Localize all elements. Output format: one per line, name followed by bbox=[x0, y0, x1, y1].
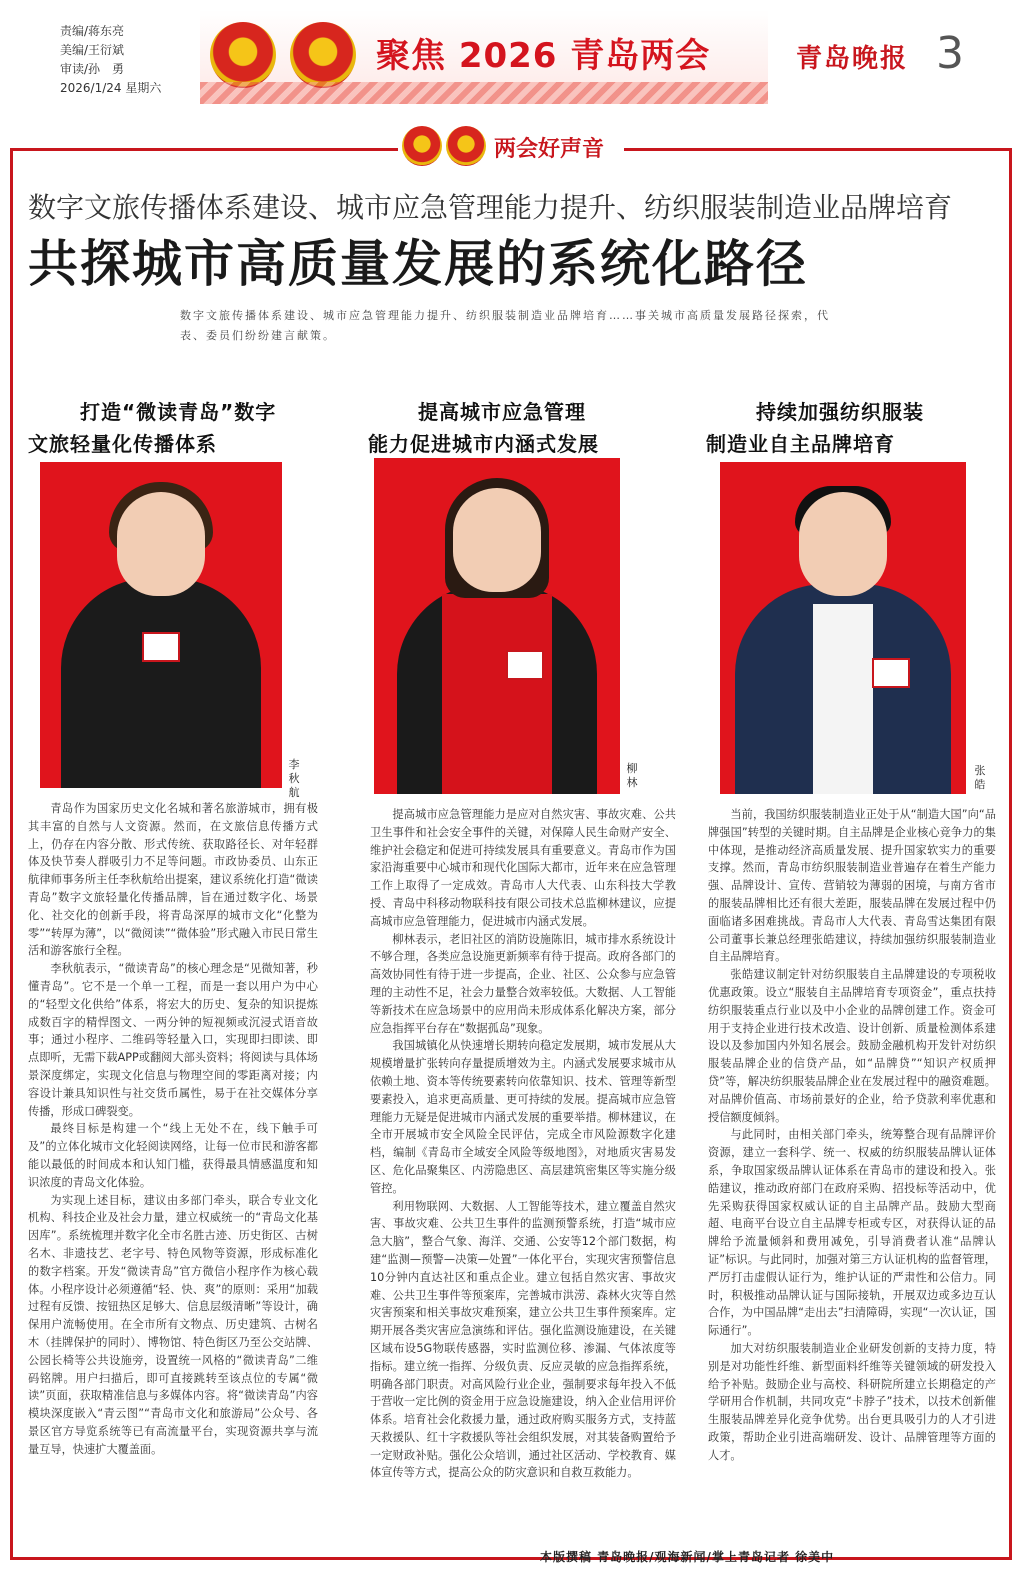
paragraph: 我国城镇化从快速增长期转向稳定发展期，城市发展从大规模增量扩张转向存量提质增效为主。内涵式发展要求城市从依赖土地、资本等传统要素转向依靠知识、技术、管理等新型要素投入，追求更高质量、更可持续的发展。提高城市应急管理能力无疑是促进城市内涵式发展的重要举措。柳林建议，在全市开展城市安全风险全民评估，完成全市风险源数字化建档，编制《青岛市全域安全风险等级地图》，对地质灾害易发区、危化品聚集区、内涝隐患区、高层建筑密集区等实施分级管控。 bbox=[370, 1039, 676, 1195]
cppcc-emblem-icon bbox=[290, 22, 356, 88]
portrait-face bbox=[799, 492, 887, 596]
newspaper-logo: 青岛晚报 bbox=[796, 44, 909, 74]
photo-caption-1: 李秋航 bbox=[288, 758, 300, 799]
photo-caption-3: 张皓 bbox=[974, 764, 986, 791]
section-banner bbox=[200, 10, 768, 104]
paragraph: 当前，我国纺织服装制造业正处于从“制造大国”向“品牌强国”转型的关键时期。自主品牌是企业核心竞争力的集中体现，是推动经济高质量发展、提升国家软实力的重要支撑。然而，青岛市纺织服装制造业普遍存在着生产能力强、品牌设计、宣传、营销较为薄弱的困境，与南方省市的服装品牌相比还有很大差距，服装品牌在发展过程中仍面临诸多困难挑战。青岛市人大代表、青岛雪达集团有限公司董事长兼总经理张皓建议，持续加强纺织服装制造业自主品牌培育。 bbox=[708, 808, 996, 964]
paragraph: 最终目标是构建一个“线上无处不在，线下触手可及”的立体化城市文化轻阅读网络，让每一位市民和游客都能以最低的时间成本和认知门槛，获得最具情感温度和知识浓度的青岛文化体验。 bbox=[28, 1122, 318, 1189]
portrait-shirt bbox=[442, 594, 552, 794]
column-1-title: 打造“微读青岛”数字 文旅轻量化传播体系 bbox=[28, 400, 277, 456]
badge-label: 两会好声音 bbox=[494, 136, 605, 162]
article-headline: 共探城市高质量发展的系统化路径 bbox=[28, 235, 808, 293]
paragraph: 青岛作为国家历史文化名城和著名旅游城市，拥有极其丰富的自然与人文资源。然而，在文旅信息传播方式上，仍存在内容分散、形式传统、获取路径长、对年轻群体及快节奏人群吸引力不足等问题。市政协委员、山东正航律师事务所主任李秋航给出提案，建议系统化打造“微读青岛”数字文旅轻量化传播品牌，旨在通过数字化、场景化、社交化的创新手段，将青岛深厚的城市文化“化整为零”“转厚为薄”，以“微阅读”“微体验”形式融入市民日常生活和游客旅行全程。 bbox=[28, 802, 318, 958]
national-emblem-icon bbox=[402, 126, 442, 166]
photo-caption-2: 柳林 bbox=[626, 762, 638, 789]
section-badge bbox=[398, 120, 624, 176]
cppcc-emblem-icon bbox=[446, 126, 486, 166]
portrait-photo-3 bbox=[720, 462, 966, 794]
paragraph: 张皓建议制定针对纺织服装自主品牌建设的专项税收优惠政策。设立“服装自主品牌培育专项资金”，重点扶持纺织服装重点行业以及中小企业的品牌创建工作。资金可用于支持企业进行技术改造、设计创新、质量检测体系建设以及参加国内外知名展会。鼓励金融机构开发针对纺织服装品牌企业的信贷产品，如“品牌贷”“知识产权质押贷”等，解决纺织服装品牌企业在发展过程中的融资难题。对品牌价值高、市场前景好的企业，给予贷款利率优惠和授信额度倾斜。 bbox=[708, 968, 996, 1124]
banner-swirl-decoration bbox=[200, 82, 768, 104]
issue-date: 2026/1/24 星期六 bbox=[60, 81, 162, 95]
byline-footer: 本版撰稿 青岛晚报/观海新闻/掌上青岛记者 徐美中 bbox=[540, 1550, 835, 1564]
paragraph: 与此同时，由相关部门牵头，统筹整合现有品牌评价资源，建立一套科学、统一、权威的纺织服装品牌认证体系，争取国家级品牌认证体系在青岛市的建设和投入。张皓建议，推动政府部门在政府采购、招投标等活动中，优先采购获得国家权威认证的自主品牌产品。鼓励大型商超、电商平台设立自主品牌专柜或专区，对获得认证的品牌给予流量倾斜和费用减免，引导消费者认准“品牌认证”标识。与此同时，加强对第三方认证机构的监督管理，严厉打击虚假认证行为，维护认证的严肃性和公信力。同时，积极推动品牌认证与国际接轨，开展双边或多边互认合作，为中国品牌“走出去”扫清障碍，实现“一次认证，国际通行”。 bbox=[708, 1128, 996, 1338]
credit-reviewer: 审读/孙 勇 bbox=[60, 62, 125, 76]
delegate-badge-icon bbox=[506, 650, 544, 680]
paragraph: 为实现上述目标，建议由多部门牵头，联合专业文化机构、科技企业及社会力量，建立权威统一的“青岛文化基因库”。系统梳理并数字化全市名胜古迹、历史街区、古树名木、非遗技艺、老字号、特色风物等资源，形成标准化的数字档案。开发“微读青岛”官方微信小程序作为核心载体。小程序设计必须遵循“轻、快、爽”的原则：采用“加载过程有反馈、按钮热区足够大、信息层级清晰”等设计，确保用户流畅使用。在全市所有文物点、历史建筑、古树名木（挂牌保护的同时）、博物馆、特色街区乃至公交站牌、公园长椅等公共设施旁，设置统一风格的“微读青岛”二维码铭牌。用户扫描后，即可直接跳转至该点位的专属“微读”页面，获取精准信息与多媒体内容。将“微读青岛”内容模块深度嵌入“青云图”“青岛市文化和旅游局”公众号、各景区官方导览系统等已有高流量平台，实现资源共享与流量互导，快速扩大覆盖面。 bbox=[28, 1193, 318, 1456]
paragraph: 李秋航表示，“微读青岛”的核心理念是“见微知著，秒懂青岛”。它不是一个单一工程，而是一套以用户为中心的“轻型文化供给”体系，将宏大的历史、复杂的知识提炼成数百字的精悍图文、一两分钟的短视频或沉浸式语音故事；通过小程序、二维码等轻量入口，实现即扫即读、即点即听，无需下载APP或翻阅大部头资料；将阅读与具体场景深度绑定，实现文化信息与物理空间的零距离对接；内容设计兼具知识性与社交货币属性，易于在社交媒体分享传播，形成口碑裂变。 bbox=[28, 962, 318, 1118]
column-2-title: 提高城市应急管理 能力促进城市内涵式发展 bbox=[368, 400, 599, 456]
portrait-face bbox=[117, 492, 205, 596]
column-1-body bbox=[28, 800, 318, 1458]
article-subtitle: 数字文旅传播体系建设、城市应急管理能力提升、纺织服装制造业品牌培育 bbox=[28, 191, 953, 224]
portrait-body bbox=[61, 578, 261, 788]
portrait-photo-1 bbox=[40, 462, 282, 788]
national-emblem-icon bbox=[210, 22, 276, 88]
banner-title: 聚焦 2026 青岛两会 bbox=[376, 36, 711, 76]
paragraph: 利用物联网、大数据、人工智能等技术，建立覆盖自然灾害、事故灾难、公共卫生事件的监测预警系统，打造“城市应急大脑”，整合气象、海洋、交通、公安等12个部门数据，构建“监测—预警—决策—处置”一体化平台，实现灾害预警信息10分钟内直达社区和重点企业。建立包括自然灾害、事故灾难、公共卫生事件等预案库，完善城市洪涝、森林火灾等自然灾害预案和相关事故灾难预案，建立公共卫生事件预案库。定期开展各类灾害应急演练和评估。强化监测设施建设，在关键区域布设5G物联传感器，实时监测位移、渗漏、气体浓度等指标。建立统一指挥、分级负责、反应灵敏的应急指挥系统，明确各部门职责。对高风险行业企业，强制要求每年投入不低于营收一定比例的资金用于应急设施建设，纳入企业信用评价体系。培育社会化救援力量，通过政府购买服务方式，支持蓝天救援队、红十字救援队等社会组织发展，对其装备购置给予一定财政补贴。强化公众培训，通过社区活动、学校教育、媒体宣传等方式，提高公众的防灾意识和自救互救能力。 bbox=[370, 1199, 676, 1480]
portrait-face bbox=[453, 488, 541, 592]
column-3-title: 持续加强纺织服装 制造业自主品牌培育 bbox=[706, 400, 924, 456]
delegate-badge-icon bbox=[142, 632, 180, 662]
editor-credits bbox=[60, 22, 161, 98]
article-intro: 数字文旅传播体系建设、城市应急管理能力提升、纺织服装制造业品牌培育……事关城市高质量发展路径探索，代表、委员们纷纷建言献策。 bbox=[180, 309, 830, 342]
portrait-shirt bbox=[813, 604, 873, 794]
column-3-body bbox=[708, 806, 996, 1464]
delegate-badge-icon bbox=[872, 658, 910, 688]
portrait-photo-2 bbox=[374, 458, 620, 794]
credit-editor: 责编/蒋东亮 bbox=[60, 24, 125, 38]
page-number: 3 bbox=[936, 28, 964, 79]
paragraph: 加大对纺织服装制造业企业研发创新的支持力度，特别是对功能性纤维、新型面料纤维等关键领域的研发投入给予补贴。鼓励企业与高校、科研院所建立长期稳定的产学研用合作机制，共同攻克“卡脖子”技术，以技术创新催生服装品牌差异化竞争优势。出台更具吸引力的人才引进政策，帮助企业引进高端研发、设计、品牌管理等方面的人才。 bbox=[708, 1341, 996, 1462]
credit-designer: 美编/王衍斌 bbox=[60, 43, 125, 57]
paragraph: 提高城市应急管理能力是应对自然灾害、事故灾难、公共卫生事件和社会安全事件的关键，对保障人民生命财产安全、维护社会稳定和促进可持续发展具有重要意义。青岛市作为国家沿海重要中心城市和现代化国际大都市，近年来在应急管理工作上取得了一定成效。青岛市人大代表、山东科技大学教授、青岛中科移动物联科技有限公司技术总监柳林建议，应提高城市应急管理能力，促进城市内涵式发展。 bbox=[370, 808, 676, 928]
column-2-body bbox=[370, 806, 676, 1482]
paragraph: 柳林表示，老旧社区的消防设施陈旧，城市排水系统设计不够合理，各类应急设施更新频率有待于提高。政府各部门的高效协同性有待于进一步提高，企业、社区、公众参与应急管理的主动性不足，社会力量整合效率较低。大数据、人工智能等新技术在应急场景中的应用尚未形成体系化解决方案，部分应急指挥平台存在“数据孤岛”现象。 bbox=[370, 932, 676, 1035]
